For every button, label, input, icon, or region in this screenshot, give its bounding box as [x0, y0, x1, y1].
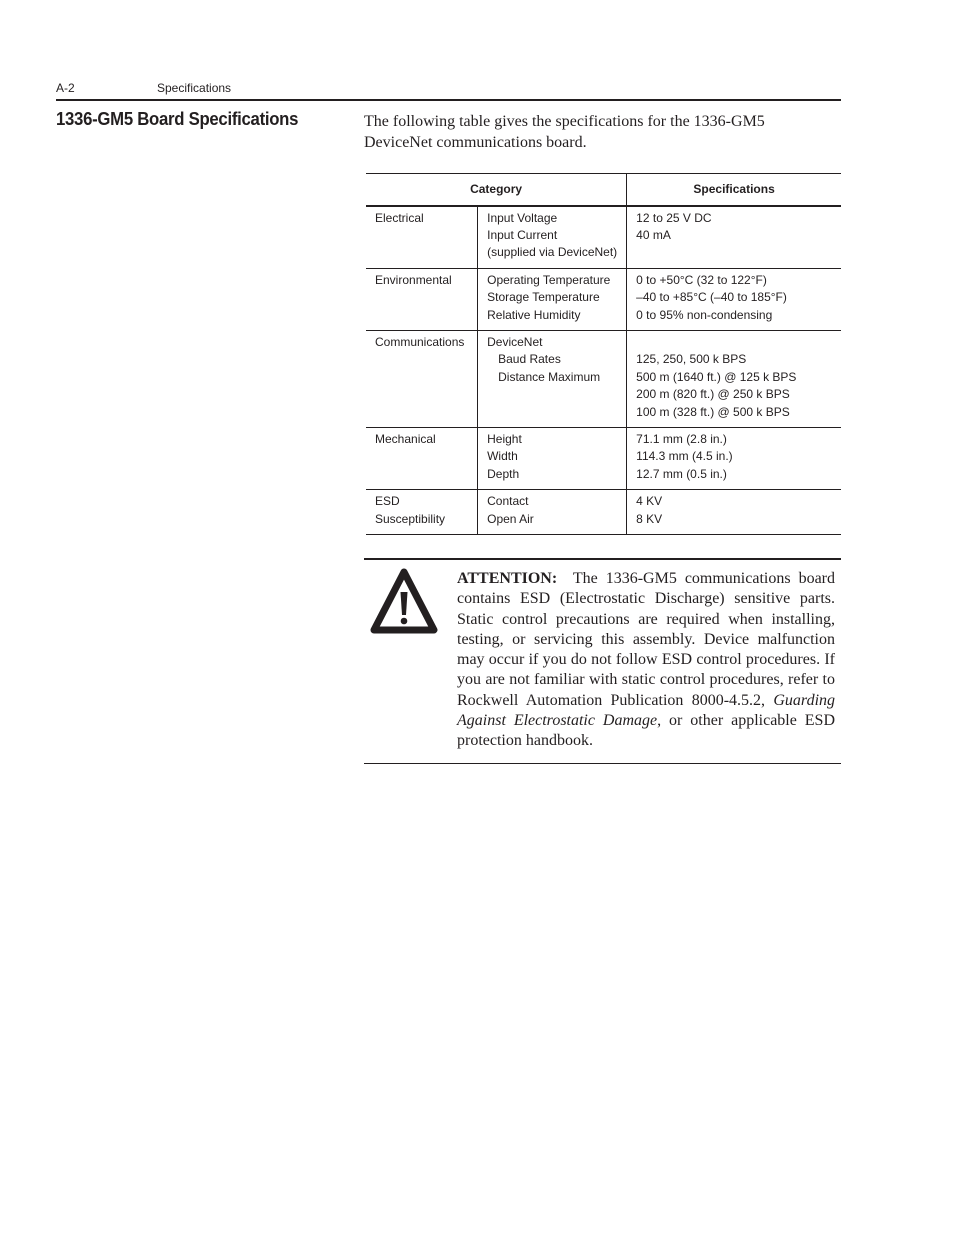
- item-label: DeviceNet: [487, 334, 543, 349]
- table-header-row: [366, 174, 841, 206]
- value-label: –40 to +85°C (–40 to 185°F): [636, 290, 787, 305]
- value-label: 8 KV: [636, 511, 663, 526]
- item-label: Contact: [487, 494, 529, 509]
- table-row-environmental: [366, 268, 841, 330]
- category-label: Susceptibility: [375, 511, 446, 526]
- attention-box: [364, 558, 841, 764]
- category-cell: [366, 427, 478, 489]
- category-cell: [366, 206, 478, 269]
- category-cell: [366, 330, 478, 427]
- value-label: 4 KV: [636, 494, 663, 509]
- item-cell: [478, 427, 627, 489]
- item-cell: [478, 490, 627, 535]
- specifications-table: [366, 173, 841, 535]
- value-label: 500 m (1640 ft.) @ 125 k BPS: [636, 369, 797, 384]
- specifications-header: Specifications: [627, 174, 841, 206]
- value-label: 71.1 mm (2.8 in.): [636, 431, 727, 446]
- item-label: Depth: [487, 466, 520, 481]
- value-label: 40 mA: [636, 227, 671, 242]
- value-label: 12.7 mm (0.5 in.): [636, 466, 727, 481]
- page-number: A-2: [56, 81, 75, 95]
- item-label: Distance Maximum: [498, 369, 601, 384]
- attention-body-end: , or other applicable ESD protection handbook.: [457, 712, 836, 750]
- value-cell: [627, 490, 841, 535]
- category-label: Electrical: [375, 210, 424, 225]
- item-label: Width: [487, 449, 518, 464]
- attention-publication-title: Guarding Against Electrostatic Damage: [457, 691, 836, 730]
- value-cell: [627, 330, 841, 427]
- warning-triangle-icon: [370, 568, 438, 636]
- value-label: 12 to 25 V DC: [636, 210, 712, 225]
- running-head: Specifications: [157, 81, 232, 95]
- attention-label: ATTENTION:: [457, 570, 558, 587]
- table-row-communications: [366, 330, 841, 427]
- item-label: Input Voltage: [487, 210, 558, 225]
- value-label: 0 to +50°C (32 to 122°F): [636, 272, 767, 287]
- item-cell: [478, 330, 627, 427]
- category-cell: [366, 268, 478, 330]
- item-cell: [478, 268, 627, 330]
- item-label: Input Current: [487, 227, 558, 242]
- category-header: Category: [366, 174, 627, 206]
- item-label: (supplied via DeviceNet): [487, 245, 618, 260]
- value-label: 200 m (820 ft.) @ 250 k BPS: [636, 387, 790, 402]
- category-label: Mechanical: [375, 431, 436, 446]
- item-label: Storage Temperature: [487, 290, 600, 305]
- value-label: 125, 250, 500 k BPS: [636, 352, 747, 367]
- category-label: Environmental: [375, 272, 452, 287]
- category-label: ESD: [375, 494, 400, 509]
- item-label: Open Air: [487, 511, 534, 526]
- category-cell: [366, 490, 478, 535]
- attention-text: [457, 569, 835, 752]
- category-label: Communications: [375, 334, 465, 349]
- item-label: Relative Humidity: [487, 307, 581, 322]
- item-cell: [478, 206, 627, 269]
- value-label: 100 m (328 ft.) @ 500 k BPS: [636, 404, 790, 419]
- intro-paragraph: The following table gives the specifications for the 1336-GM5 DeviceNet communications board.: [364, 113, 765, 151]
- section-title: 1336-GM5 Board Specifications: [56, 109, 299, 129]
- value-cell: [627, 268, 841, 330]
- item-label: Operating Temperature: [487, 272, 611, 287]
- value-label: [636, 334, 832, 351]
- page-header: [56, 81, 841, 101]
- value-label: 0 to 95% non-condensing: [636, 307, 773, 322]
- value-cell: [627, 427, 841, 489]
- table-row-electrical: [366, 206, 841, 269]
- table-row-esd: [366, 490, 841, 535]
- item-label: Height: [487, 431, 522, 446]
- table-row-mechanical: [366, 427, 841, 489]
- value-cell: [627, 206, 841, 269]
- item-label: Baud Rates: [498, 352, 561, 367]
- value-label: 114.3 mm (4.5 in.): [636, 449, 733, 464]
- attention-body: The 1336-GM5 communications board contains ESD (Electrostatic Discharge) sensitive parts. Static control precautions are required when installing, testing, or servicing this assembly. Device malfunction may occur if you do not follow ESD control procedures. If you are not familiar with static control procedures, refer to Rockwell Automation Publication 8000-4.5.2,: [457, 570, 835, 709]
